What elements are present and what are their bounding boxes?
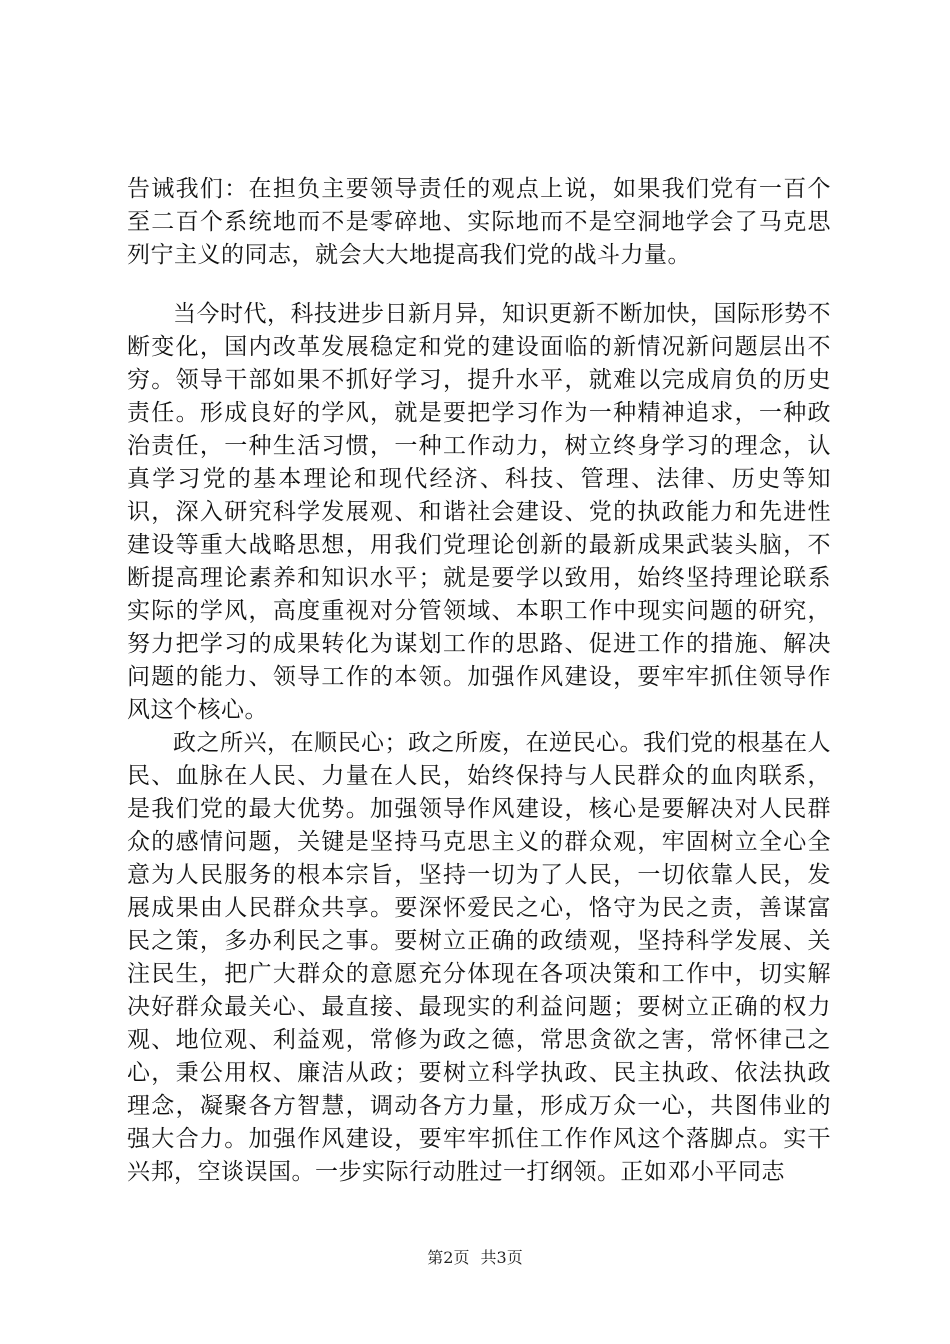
document-body-main [127,298,831,1189]
paragraph-learning-style: 当今时代，科技进步日新月异，知识更新不断加快，国际形势不断变化，国内改革发展稳定和党的建设面临的新情况新问题层出不穷。领导干部如果不抓好学习，提升水平，就难以完成肩负的历史责任。形成良好的学风，就是要把学习作为一种精神追求，一种政治责任，一种生活习惯，一种工作动力，树立终身学习的理念，认真学习党的基本理论和现代经济、科技、管理、法律、历史等知识，深入研究科学发展观、和谐社会建设、党的执政能力和先进性建设等重大战略思想，用我们党理论创新的最新成果武装头脑，不断提高理论素养和知识水平；就是要学以致用，始终坚持理论联系实际的学风，高度重视对分管领域、本职工作中现实问题的研究，努力把学习的成果转化为谋划工作的思路、促进工作的措施、解决问题的能力、领导工作的本领。加强作风建设，要牢牢抓住领导作风这个核心。 [127,301,831,723]
page-number: 第2页 [427,1248,470,1267]
paragraph-continuation: 告诫我们：在担负主要领导责任的观点上说，如果我们党有一百个至二百个系统地而不是零碎地、实际地而不是空洞地学会了马克思列宁主义的同志，就会大大地提高我们党的战斗力量。 [127,176,831,268]
page-total: 共3页 [480,1248,523,1267]
paragraph-work-style: 政之所兴，在顺民心；政之所废，在逆民心。我们党的根基在人民、血脉在人民、力量在人民，始终保持与人民群众的血肉联系，是我们党的最大优势。加强领导作风建设，核心是要解决对人民群众的感情问题，关键是坚持马克思主义的群众观，牢固树立全心全意为人民服务的根本宗旨，坚持一切为了人民，一切依靠人民，发展成果由人民群众共享。要深怀爱民之心，恪守为民之责，善谋富民之策，多办利民之事。要树立正确的政绩观，坚持科学发展、关注民生，把广大群众的意愿充分体现在各项决策和工作中，切实解决好群众最关心、最直接、最现实的利益问题；要树立正确的权力观、地位观、利益观，常修为政之德，常思贪欲之害，常怀律己之心，秉公用权、廉洁从政；要树立科学执政、民主执政、依法执政理念，凝聚各方智慧，调动各方力量，形成万众一心，共图伟业的强大合力。加强作风建设，要牢牢抓住工作作风这个落脚点。实干兴邦，空谈误国。一步实际行动胜过一打纲领。正如邓小平同志 [127,730,831,1185]
document-body-top [127,173,831,272]
page-footer [0,1248,950,1268]
